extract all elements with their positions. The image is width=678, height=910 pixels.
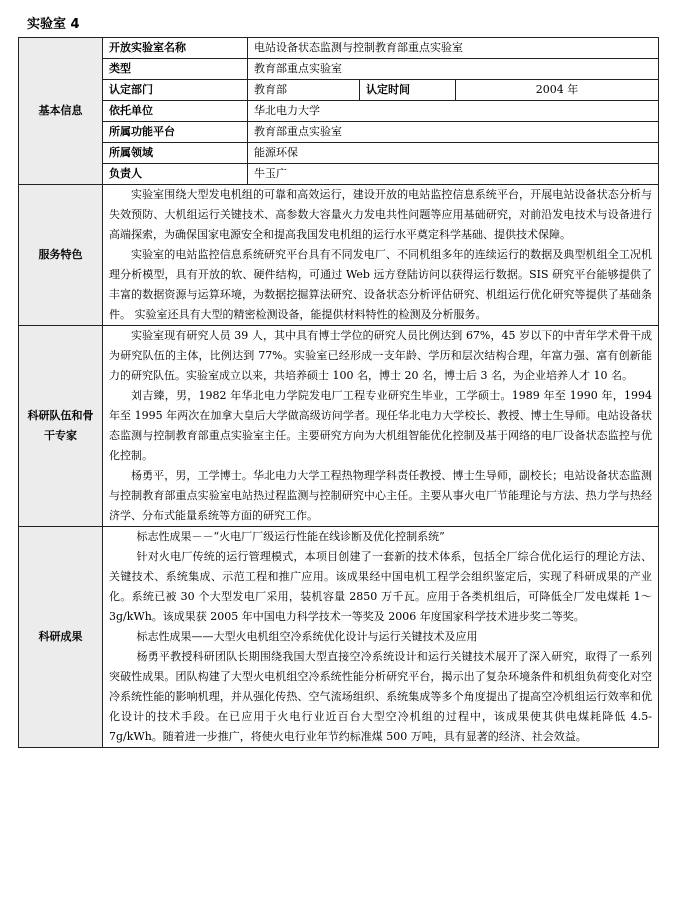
label-certify-time: 认定时间	[360, 80, 456, 101]
value-lab-name: 电站设备状态监测与控制教育部重点实验室	[248, 38, 659, 59]
results-text	[103, 527, 659, 748]
team-paragraph: 刘吉臻，男，1982 年华北电力学院发电厂工程专业研究生毕业，工学硕士。1989 年至 1990 年，1994 年至 1995 年两次在加拿大皇后大学做高级访问学者。现任华北电力大学校长、教授、博士生导师。电站设备状态监测与控制教育部重点实验室主任。主要研究方向为大机组智能优化控制及基于网络的电厂设备状态监控与优化控制。	[109, 389, 652, 462]
value-unit: 华北电力大学	[248, 101, 659, 122]
row-service	[19, 185, 659, 326]
value-leader: 牛玉广	[248, 164, 659, 185]
row-unit	[19, 101, 659, 122]
label-leader: 负责人	[103, 164, 248, 185]
section-team: 科研队伍和骨干专家	[19, 326, 103, 527]
results-paragraph: 杨勇平教授科研团队长期围绕我国大型直接空冷系统设计和运行关键技术展开了深入研究，取得了一系列突破性成果。团队构建了大型火电机组空冷系统性能分析研究平台，揭示出了复杂环境条件和机组负荷变化对空冷系统性能的影响机理，并从强化传热、空气流场组织、系统集成等多个角度提出了提高空冷机组运行效率和优化设计的技术手段。在已应用于火电行业近百台大型空冷机组的过程中，该成果使其供电煤耗降低 4.5-7g/kWh。随着进一步推广，将使火电行业年节约标准煤 500 万吨，具有显著的经济、社会效益。	[109, 650, 652, 743]
team-text	[103, 326, 659, 527]
results-paragraph: 标志性成果——大型火电机组空冷系统优化设计与运行关键技术及应用	[136, 630, 478, 643]
value-field: 能源环保	[248, 143, 659, 164]
row-results	[19, 527, 659, 748]
row-name	[19, 38, 659, 59]
row-leader	[19, 164, 659, 185]
lab-info-table	[18, 37, 659, 748]
row-type	[19, 59, 659, 80]
section-service: 服务特色	[19, 185, 103, 326]
row-dept	[19, 80, 659, 101]
label-field: 所属领域	[103, 143, 248, 164]
team-paragraph: 杨勇平，男，工学博士。华北电力大学工程热物理学科责任教授、博士生导师，副校长；电站设备状态监测与控制教育部重点实验室电站热过程监测与控制研究中心主任。主要从事火电厂节能理论与方法、热力学与热经济学、分布式能量系统等方面的研究工作。	[109, 469, 652, 522]
value-dept: 教育部	[248, 80, 360, 101]
label-type: 类型	[103, 59, 248, 80]
service-paragraph: 实验室的电站监控信息系统研究平台具有不同发电厂、不同机组多年的连续运行的数据及典型机组全工况机理分析模型，具有开放的软、硬件结构，可通过 Web 远方登陆访问以获得运行数据。SIS 研究平台能够提供了丰富的数据资源与运算环境，为数据挖掘算法研究、设备状态分析评估研究、机组运行优化研究等提供了基础条件。 实验室还具有大型的精密检测设备，能提供材料特性的检测及分析服务。	[109, 248, 652, 321]
service-text	[103, 185, 659, 326]
row-team	[19, 326, 659, 527]
value-certify-time: 2004 年	[456, 80, 659, 101]
label-unit: 依托单位	[103, 101, 248, 122]
section-basic-info: 基本信息	[19, 38, 103, 185]
row-platform	[19, 122, 659, 143]
page-title: 实验室 4	[27, 17, 80, 32]
results-paragraph: 针对火电厂传统的运行管理模式，本项目创建了一套新的技术体系，包括全厂综合优化运行的理论方法、关键技术、系统集成、示范工程和推广应用。该成果经中国电机工程学会组织鉴定后，实现了科研成果的产业化。系统已被 30 个大型发电厂采用，装机容量 2850 万千瓦。应用于各类机组后，可降低全厂发电煤耗 1～3g/kWh。该成果获 2005 年中国电力科学技术一等奖及 2006 年度国家科学技术进步奖二等奖。	[109, 550, 652, 623]
service-paragraph: 实验室围绕大型发电机组的可靠和高效运行，建设开放的电站监控信息系统平台，开展电站设备状态分析与失效预防、大机组运行关键技术、高参数大容量火力发电共性问题等应用基础研究，对前沿发电技术与设备进行高端探索，为确保国家电源安全和提高我国发电机组的运行水平奠定科学基础、提供技术保障。	[109, 188, 652, 241]
label-lab-name: 开放实验室名称	[103, 38, 248, 59]
label-dept: 认定部门	[103, 80, 248, 101]
results-paragraph: 标志性成果－－“火电厂厂级运行性能在线诊断及优化控制系统”	[136, 530, 445, 543]
team-paragraph: 实验室现有研究人员 39 人，其中具有博士学位的研究人员比例达到 67%，45 岁以下的中青年学术骨干成为研究队伍的主体，比例达到 77%。实验室已经形成一支年龄、学历和层次结构合理，年富力强、富有创新能力的研究队伍。实验室成立以来，共培养硕士 100 名，博士 20 名，博士后 3 名，为企业培养人才 10 名。	[109, 329, 652, 382]
label-platform: 所属功能平台	[103, 122, 248, 143]
row-field	[19, 143, 659, 164]
value-platform: 教育部重点实验室	[248, 122, 659, 143]
section-results: 科研成果	[19, 527, 103, 748]
value-type: 教育部重点实验室	[248, 59, 659, 80]
